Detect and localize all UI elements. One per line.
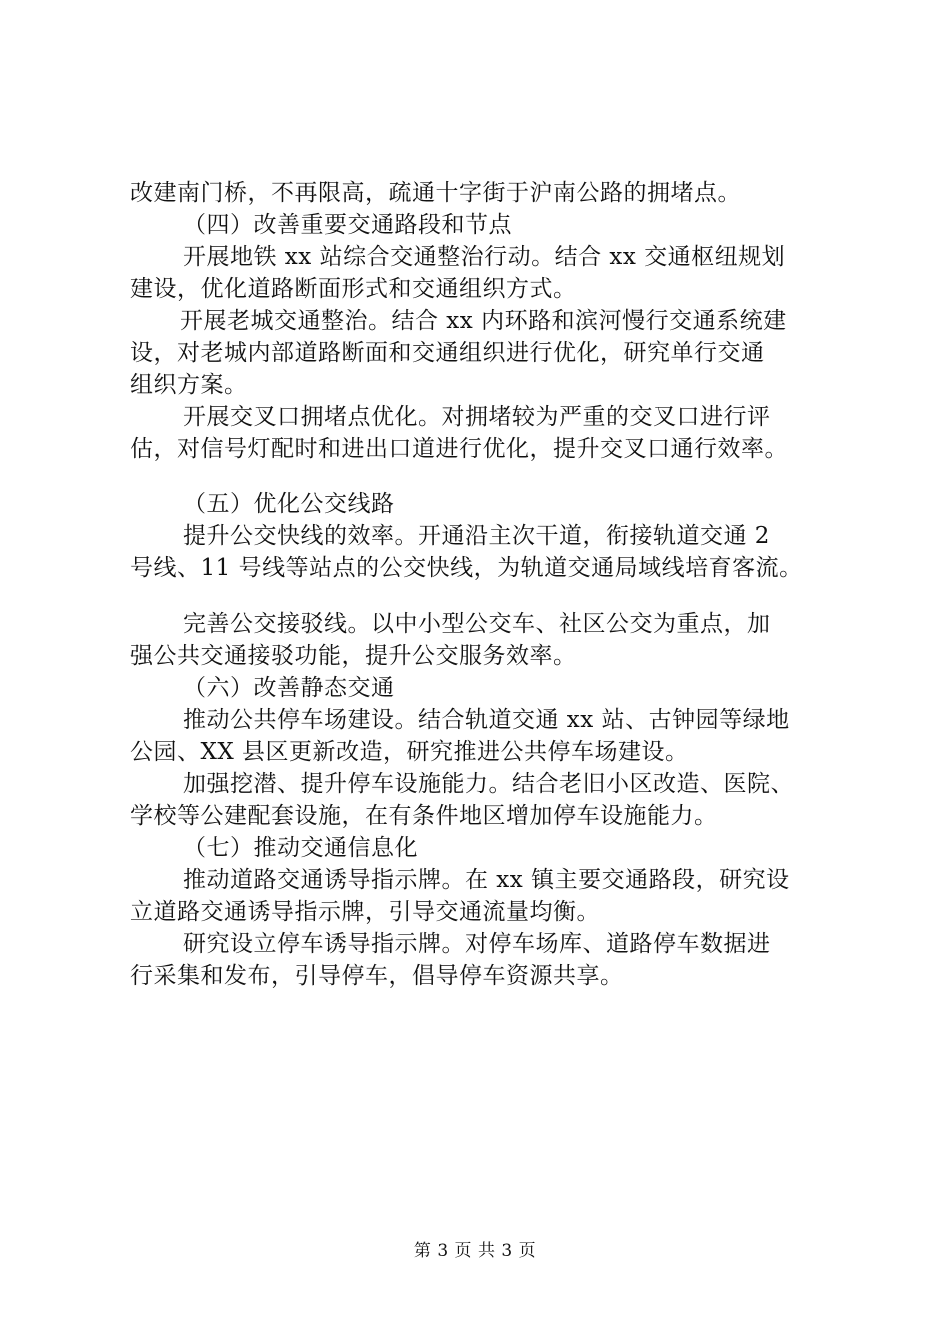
paragraph-line: 推动公共停车场建设。结合轨道交通 xx 站、古钟园等绿地: [183, 707, 790, 733]
paragraph-line: 推动道路交通诱导指示牌。在 xx 镇主要交通路段，研究设: [183, 867, 790, 893]
paragraph-line: 建设，优化道路断面形式和交通组织方式。: [130, 276, 577, 302]
paragraph-line: 开展交叉口拥堵点优化。对拥堵较为严重的交叉口进行评: [183, 404, 771, 430]
paragraph-line: 开展地铁 xx 站综合交通整治行动。结合 xx 交通枢纽规划: [183, 244, 786, 270]
paragraph-line: 估，对信号灯配时和进出口道进行优化，提升交叉口通行效率。: [130, 436, 788, 462]
section-heading-5: （五）优化公交线路: [183, 491, 395, 517]
paragraph-line: 公园、XX 县区更新改造，研究推进公共停车场建设。: [130, 739, 689, 765]
paragraph-line: 提升公交快线的效率。开通沿主次干道，衔接轨道交通 2: [183, 523, 770, 549]
paragraph-line: 行采集和发布，引导停车，倡导停车资源共享。: [130, 963, 624, 989]
paragraph-line: 研究设立停车诱导指示牌。对停车场库、道路停车数据进: [183, 931, 771, 957]
paragraph-line: 强公共交通接驳功能，提升公交服务效率。: [130, 643, 577, 669]
paragraph-line: 改建南门桥，不再限高，疏通十字街于沪南公路的拥堵点。: [130, 180, 741, 206]
section-heading-4: （四）改善重要交通路段和节点: [183, 212, 512, 238]
section-heading-7: （七）推动交通信息化: [183, 835, 418, 861]
paragraph-line: 开展老城交通整治。结合 xx 内环路和滨河慢行交通系统建: [180, 308, 787, 334]
section-heading-6: （六）改善静态交通: [183, 675, 395, 701]
page-footer: 第 3 页 共 3 页: [413, 1241, 537, 1261]
paragraph-line: 立道路交通诱导指示牌，引导交通流量均衡。: [130, 899, 600, 925]
paragraph-line: 号线、11 号线等站点的公交快线，为轨道交通局域线培育客流。: [130, 555, 803, 581]
paragraph-line: 组织方案。: [130, 372, 248, 398]
paragraph-line: 加强挖潜、提升停车设施能力。结合老旧小区改造、医院、: [183, 771, 794, 797]
paragraph-line: 设，对老城内部道路断面和交通组织进行优化，研究单行交通: [130, 340, 765, 366]
paragraph-line: 学校等公建配套设施，在有条件地区增加停车设施能力。: [130, 803, 718, 829]
paragraph-line: 完善公交接驳线。以中小型公交车、社区公交为重点，加: [183, 611, 771, 637]
